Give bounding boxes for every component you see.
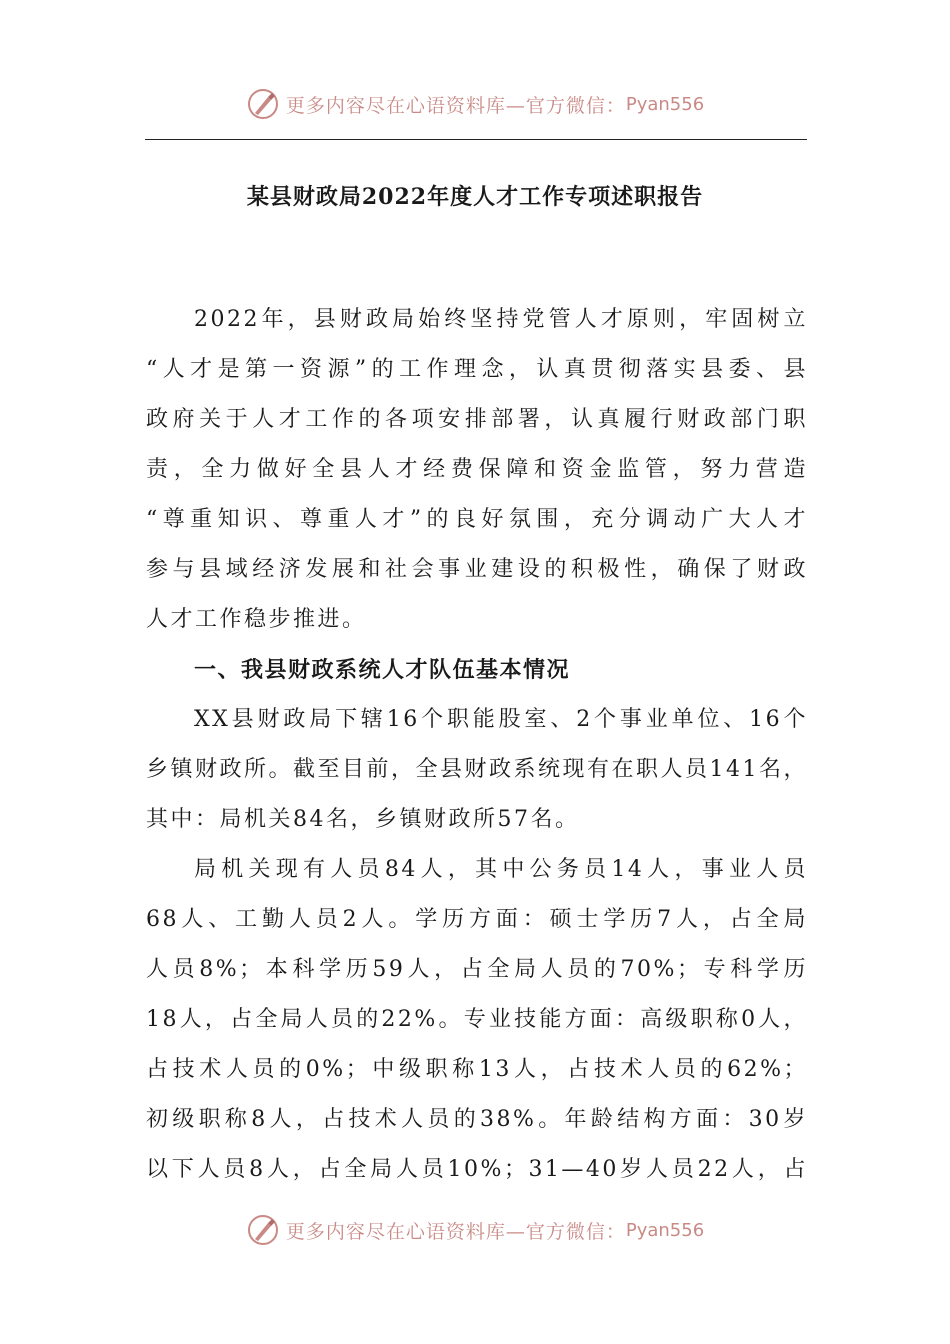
watermark-text: 更多内容尽在心语资料库—官方微信： bbox=[285, 94, 626, 117]
pen-logo-icon bbox=[246, 1213, 280, 1247]
header-watermark bbox=[0, 84, 950, 124]
watermark-handle: Pyan556 bbox=[625, 1219, 705, 1241]
document-body bbox=[146, 295, 808, 1195]
paragraph-line: 参与县域经济发展和社会事业建设的积极性，确保了财政 bbox=[146, 557, 808, 582]
paragraph-line: 2022年，县财政局始终坚持党管人才原则，牢固树立 bbox=[194, 307, 808, 332]
paragraph-line: “尊重知识、尊重人才”的良好氛围，充分调动广大人才 bbox=[146, 507, 808, 532]
paragraph-line: 人才工作稳步推进。 bbox=[146, 607, 367, 632]
paragraph-line: 以下人员8人，占全局人员10%；31—40岁人员22人，占 bbox=[146, 1157, 808, 1182]
paragraph-line: XX县财政局下辖16个职能股室、2个事业单位、16个 bbox=[194, 707, 808, 732]
paragraph-line: 其中：局机关84名，乡镇财政所57名。 bbox=[146, 807, 580, 832]
paragraph-line: 乡镇财政所。截至目前，全县财政系统现有在职人员141名， bbox=[146, 757, 808, 782]
pen-logo-icon bbox=[246, 87, 280, 121]
paragraph-line: 责，全力做好全县人才经费保障和资金监管，努力营造 bbox=[146, 457, 808, 482]
watermark-handle: Pyan556 bbox=[625, 93, 705, 115]
paragraph-line: 占技术人员的0%；中级职称13人，占技术人员的62%； bbox=[146, 1057, 808, 1082]
document-title: 某县财政局2022年度人才工作专项述职报告 bbox=[246, 184, 704, 210]
paragraph-line: 局机关现有人员84人，其中公务员14人，事业人员 bbox=[194, 857, 808, 882]
paragraph-line: 人员8%；本科学历59人，占全局人员的70%；专科学历 bbox=[146, 957, 808, 982]
paragraph-line: “人才是第一资源”的工作理念，认真贯彻落实县委、县 bbox=[146, 357, 808, 382]
section-heading: 一、我县财政系统人才队伍基本情况 bbox=[194, 657, 571, 683]
footer-watermark bbox=[0, 1210, 950, 1250]
paragraph-line: 68人、工勤人员2人。学历方面：硕士学历7人，占全局 bbox=[146, 907, 808, 932]
paragraph-line: 初级职称8人，占技术人员的38%。年龄结构方面：30岁 bbox=[146, 1107, 808, 1132]
watermark-text: 更多内容尽在心语资料库—官方微信： bbox=[285, 1220, 626, 1243]
paragraph-line: 18人，占全局人员的22%。专业技能方面：高级职称0人， bbox=[146, 1007, 808, 1032]
paragraph-line: 政府关于人才工作的各项安排部署，认真履行财政部门职 bbox=[146, 407, 808, 432]
header-divider bbox=[145, 139, 807, 140]
